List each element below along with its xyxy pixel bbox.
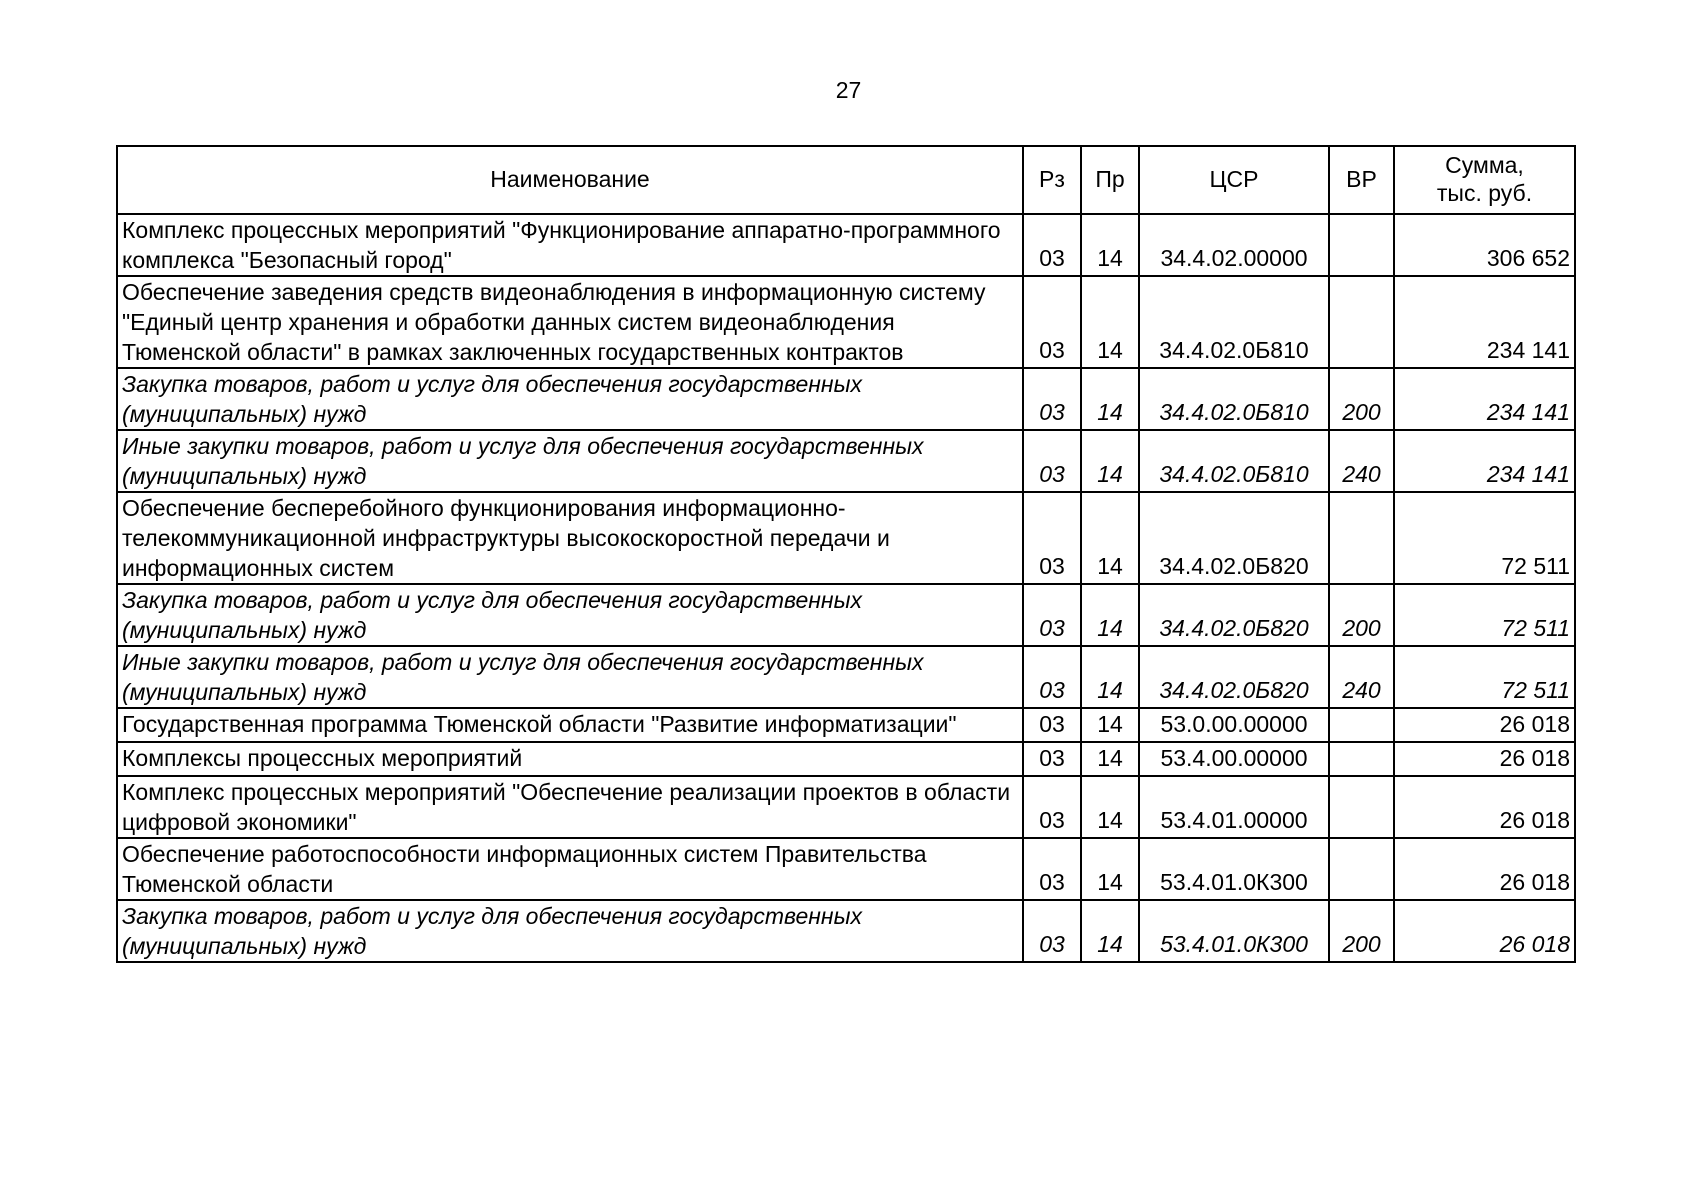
cell-rz: 03 bbox=[1023, 368, 1081, 430]
cell-rz: 03 bbox=[1023, 584, 1081, 646]
cell-csr: 34.4.02.0Б810 bbox=[1139, 368, 1329, 430]
cell-pr: 14 bbox=[1081, 776, 1139, 838]
cell-pr: 14 bbox=[1081, 214, 1139, 276]
cell-vr: 240 bbox=[1329, 430, 1394, 492]
header-sum bbox=[1394, 146, 1575, 214]
cell-csr: 34.4.02.0Б820 bbox=[1139, 646, 1329, 708]
cell-vr bbox=[1329, 214, 1394, 276]
table-header-row bbox=[117, 146, 1575, 214]
table-row bbox=[117, 742, 1575, 776]
cell-csr: 34.4.02.0Б820 bbox=[1139, 584, 1329, 646]
cell-rz: 03 bbox=[1023, 430, 1081, 492]
cell-vr: 200 bbox=[1329, 900, 1394, 962]
cell-sum: 26 018 bbox=[1394, 708, 1575, 742]
cell-pr: 14 bbox=[1081, 368, 1139, 430]
cell-rz: 03 bbox=[1023, 708, 1081, 742]
table-row bbox=[117, 900, 1575, 962]
cell-vr bbox=[1329, 708, 1394, 742]
cell-csr: 53.4.01.00000 bbox=[1139, 776, 1329, 838]
cell-rz: 03 bbox=[1023, 214, 1081, 276]
cell-pr: 14 bbox=[1081, 646, 1139, 708]
cell-name: Закупка товаров, работ и услуг для обеспечения государственных (муниципальных) нужд bbox=[117, 584, 1023, 646]
header-csr: ЦСР bbox=[1139, 146, 1329, 214]
cell-vr: 200 bbox=[1329, 368, 1394, 430]
cell-name: Иные закупки товаров, работ и услуг для обеспечения государственных (муниципальных) нужд bbox=[117, 430, 1023, 492]
cell-vr: 200 bbox=[1329, 584, 1394, 646]
cell-sum: 72 511 bbox=[1394, 584, 1575, 646]
cell-sum: 234 141 bbox=[1394, 430, 1575, 492]
cell-vr bbox=[1329, 742, 1394, 776]
header-sum-line1: Сумма, bbox=[1445, 152, 1524, 178]
cell-vr bbox=[1329, 776, 1394, 838]
header-sum-line2: тыс. руб. bbox=[1436, 180, 1533, 206]
cell-sum: 72 511 bbox=[1394, 646, 1575, 708]
cell-pr: 14 bbox=[1081, 430, 1139, 492]
cell-csr: 34.4.02.00000 bbox=[1139, 214, 1329, 276]
cell-sum: 234 141 bbox=[1394, 368, 1575, 430]
cell-csr: 53.4.01.0К300 bbox=[1139, 900, 1329, 962]
cell-name: Обеспечение работоспособности информационных систем Правительства Тюменской области bbox=[117, 838, 1023, 900]
table-row bbox=[117, 276, 1575, 368]
cell-csr: 34.4.02.0Б810 bbox=[1139, 276, 1329, 368]
cell-rz: 03 bbox=[1023, 776, 1081, 838]
cell-vr bbox=[1329, 492, 1394, 584]
cell-rz: 03 bbox=[1023, 742, 1081, 776]
cell-name: Закупка товаров, работ и услуг для обеспечения государственных (муниципальных) нужд bbox=[117, 900, 1023, 962]
header-name: Наименование bbox=[117, 146, 1023, 214]
cell-rz: 03 bbox=[1023, 900, 1081, 962]
cell-pr: 14 bbox=[1081, 492, 1139, 584]
cell-csr: 53.4.01.0К300 bbox=[1139, 838, 1329, 900]
page-number: 27 bbox=[835, 77, 862, 103]
cell-name: Комплексы процессных мероприятий bbox=[117, 742, 1023, 776]
table-row bbox=[117, 492, 1575, 584]
cell-sum: 26 018 bbox=[1394, 776, 1575, 838]
cell-name: Комплекс процессных мероприятий "Функционирование аппаратно-программного комплекса "Безопасный город" bbox=[117, 214, 1023, 276]
cell-csr: 53.0.00.00000 bbox=[1139, 708, 1329, 742]
cell-vr: 240 bbox=[1329, 646, 1394, 708]
table-row bbox=[117, 584, 1575, 646]
cell-csr: 34.4.02.0Б810 bbox=[1139, 430, 1329, 492]
table-row bbox=[117, 838, 1575, 900]
cell-sum: 72 511 bbox=[1394, 492, 1575, 584]
cell-name: Комплекс процессных мероприятий "Обеспечение реализации проектов в области цифровой экономики" bbox=[117, 776, 1023, 838]
cell-pr: 14 bbox=[1081, 838, 1139, 900]
table-row bbox=[117, 430, 1575, 492]
cell-rz: 03 bbox=[1023, 492, 1081, 584]
cell-sum: 26 018 bbox=[1394, 900, 1575, 962]
cell-pr: 14 bbox=[1081, 708, 1139, 742]
cell-pr: 14 bbox=[1081, 276, 1139, 368]
cell-rz: 03 bbox=[1023, 646, 1081, 708]
header-vr: ВР bbox=[1329, 146, 1394, 214]
cell-name: Иные закупки товаров, работ и услуг для обеспечения государственных (муниципальных) нужд bbox=[117, 646, 1023, 708]
cell-vr bbox=[1329, 276, 1394, 368]
budget-table bbox=[116, 145, 1576, 963]
header-pr: Пр bbox=[1081, 146, 1139, 214]
cell-rz: 03 bbox=[1023, 838, 1081, 900]
table-body bbox=[117, 214, 1575, 962]
cell-rz: 03 bbox=[1023, 276, 1081, 368]
cell-pr: 14 bbox=[1081, 742, 1139, 776]
cell-pr: 14 bbox=[1081, 900, 1139, 962]
header-rz: Рз bbox=[1023, 146, 1081, 214]
cell-name: Обеспечение бесперебойного функционирования информационно-телекоммуникационной инфраструктуры высокоскоростной передачи и информационных систем bbox=[117, 492, 1023, 584]
table-row bbox=[117, 708, 1575, 742]
cell-sum: 26 018 bbox=[1394, 838, 1575, 900]
table-row bbox=[117, 776, 1575, 838]
cell-sum: 306 652 bbox=[1394, 214, 1575, 276]
table-row bbox=[117, 214, 1575, 276]
cell-sum: 234 141 bbox=[1394, 276, 1575, 368]
cell-name: Обеспечение заведения средств видеонаблюдения в информационную систему "Единый центр хранения и обработки данных систем видеонаблюдения Тюменской области" в рамках заключенных государственных контрактов bbox=[117, 276, 1023, 368]
cell-sum: 26 018 bbox=[1394, 742, 1575, 776]
table-row bbox=[117, 368, 1575, 430]
table-row bbox=[117, 646, 1575, 708]
cell-csr: 34.4.02.0Б820 bbox=[1139, 492, 1329, 584]
cell-pr: 14 bbox=[1081, 584, 1139, 646]
cell-csr: 53.4.00.00000 bbox=[1139, 742, 1329, 776]
cell-vr bbox=[1329, 838, 1394, 900]
cell-name: Закупка товаров, работ и услуг для обеспечения государственных (муниципальных) нужд bbox=[117, 368, 1023, 430]
cell-name: Государственная программа Тюменской области "Развитие информатизации" bbox=[117, 708, 1023, 742]
